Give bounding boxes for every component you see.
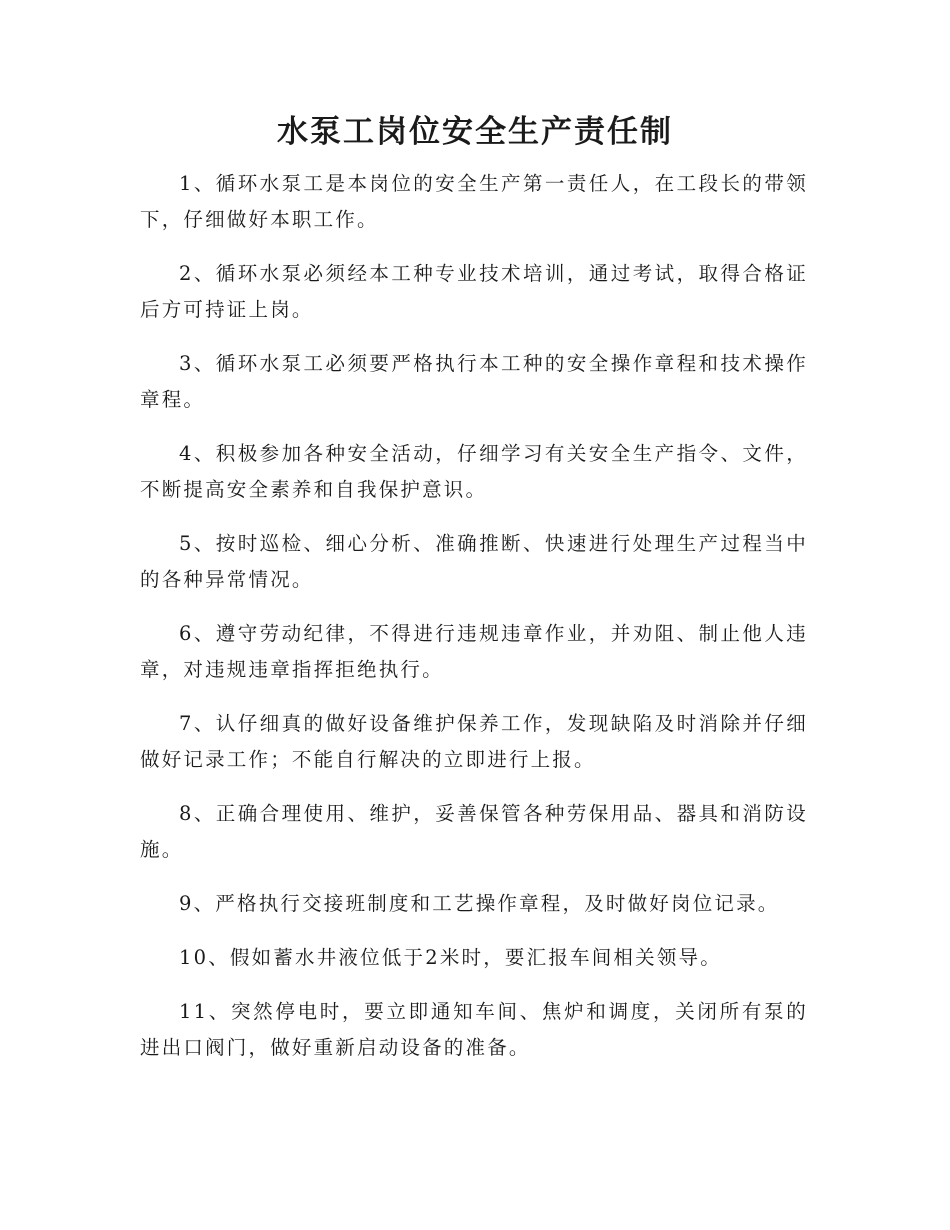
paragraph-4: 4、积极参加各种安全活动，仔细学习有关安全生产指令、文件，不断提高安全素养和自我保护意识。 — [140, 442, 808, 501]
paragraph-3: 3、循环水泵工必须要严格执行本工种的安全操作章程和技术操作章程。 — [140, 352, 808, 411]
paragraph-1: 1、循环水泵工是本岗位的安全生产第一责任人，在工段长的带领下，仔细做好本职工作。 — [140, 172, 808, 231]
paragraph-11: 11、突然停电时，要立即通知车间、焦炉和调度，关闭所有泵的进出口阀门，做好重新启动设备的准备。 — [140, 1000, 808, 1059]
paragraph-8: 8、正确合理使用、维护，妥善保管各种劳保用品、器具和消防设施。 — [140, 802, 808, 861]
document-title: 水泵工岗位安全生产责任制 — [277, 114, 673, 150]
paragraph-7: 7、认仔细真的做好设备维护保养工作，发现缺陷及时消除并仔细做好记录工作；不能自行解决的立即进行上报。 — [140, 712, 808, 771]
paragraph-6: 6、遵守劳动纪律，不得进行违规违章作业，并劝阻、制止他人违章，对违规违章指挥拒绝执行。 — [140, 622, 808, 681]
paragraph-2: 2、循环水泵必须经本工种专业技术培训，通过考试，取得合格证后方可持证上岗。 — [140, 262, 808, 321]
paragraph-9: 9、严格执行交接班制度和工艺操作章程，及时做好岗位记录。 — [179, 892, 780, 915]
paragraph-10: 10、假如蓄水井液位低于2米时，要汇报车间相关领导。 — [179, 946, 722, 969]
document-body — [140, 166, 808, 1084]
paragraph-5: 5、按时巡检、细心分析、准确推断、快速进行处理生产过程当中的各种异常情况。 — [140, 532, 808, 591]
